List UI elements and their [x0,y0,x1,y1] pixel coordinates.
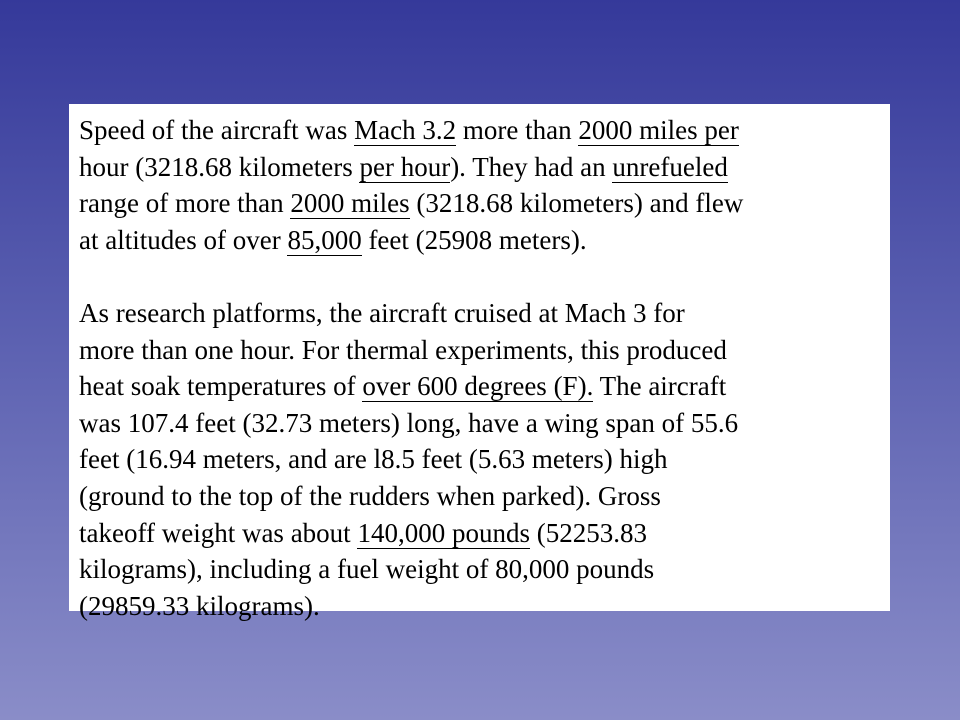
text-line [79,588,890,625]
text-segment: at altitudes of over [79,224,288,255]
underlined-text: 2000 miles per [578,115,739,145]
text-segment: hour (3218.68 kilometers [79,151,360,182]
text-segment: heat soak temperatures of [79,371,363,402]
text-segment: (ground to the top of the rudders when parked). Gross [79,480,661,511]
text-line [79,551,890,588]
underlined-text: 140,000 pounds [357,517,530,548]
text-segment: kilograms), including a fuel weight of 80,000 pounds [79,554,655,585]
text-segment: range of more than [79,188,291,219]
text-segment: more than one hour. For thermal experiments, this produced [79,334,727,365]
text-line [79,405,890,442]
text-line [79,185,890,222]
text-content [79,112,890,624]
text-panel [69,104,890,621]
text-line [79,368,890,405]
paragraph-gap [79,258,890,295]
text-line [79,515,890,552]
text-segment: As research platforms, the aircraft cruised at Mach 3 for [79,297,685,328]
text-segment: was 107.4 feet (32.73 meters) long, have a wing span of 55.6 [79,407,739,438]
paragraph-2 [79,295,890,624]
underlined-text: Mach 3.2 [354,115,457,145]
underlined-text: per hour [359,151,451,182]
text-line [79,441,890,478]
underlined-text: 85,000 [287,224,362,255]
text-line [79,149,890,186]
text-line [79,332,890,369]
text-line [79,112,890,149]
text-segment: Speed of the aircraft was [79,115,355,145]
text-segment: takeoff weight was about [79,517,358,548]
text-segment: (3218.68 kilometers) and flew [409,188,744,219]
text-segment: feet (25908 meters). [361,224,587,255]
paragraph-1 [79,112,890,258]
text-line [79,478,890,515]
text-line [79,222,890,259]
text-segment: The aircraft [593,371,727,402]
text-segment: (29859.33 kilograms). [79,590,320,621]
underlined-text: over 600 degrees (F). [362,371,594,402]
underlined-text: unrefueled [612,151,728,182]
text-segment: (52253.83 [529,517,647,548]
text-line [79,295,890,332]
underlined-text: 2000 miles [290,188,410,219]
text-segment: more than [456,115,579,145]
text-segment: feet (16.94 meters, and are l8.5 feet (5.63 meters) high [79,444,668,475]
text-segment: ). They had an [450,151,613,182]
